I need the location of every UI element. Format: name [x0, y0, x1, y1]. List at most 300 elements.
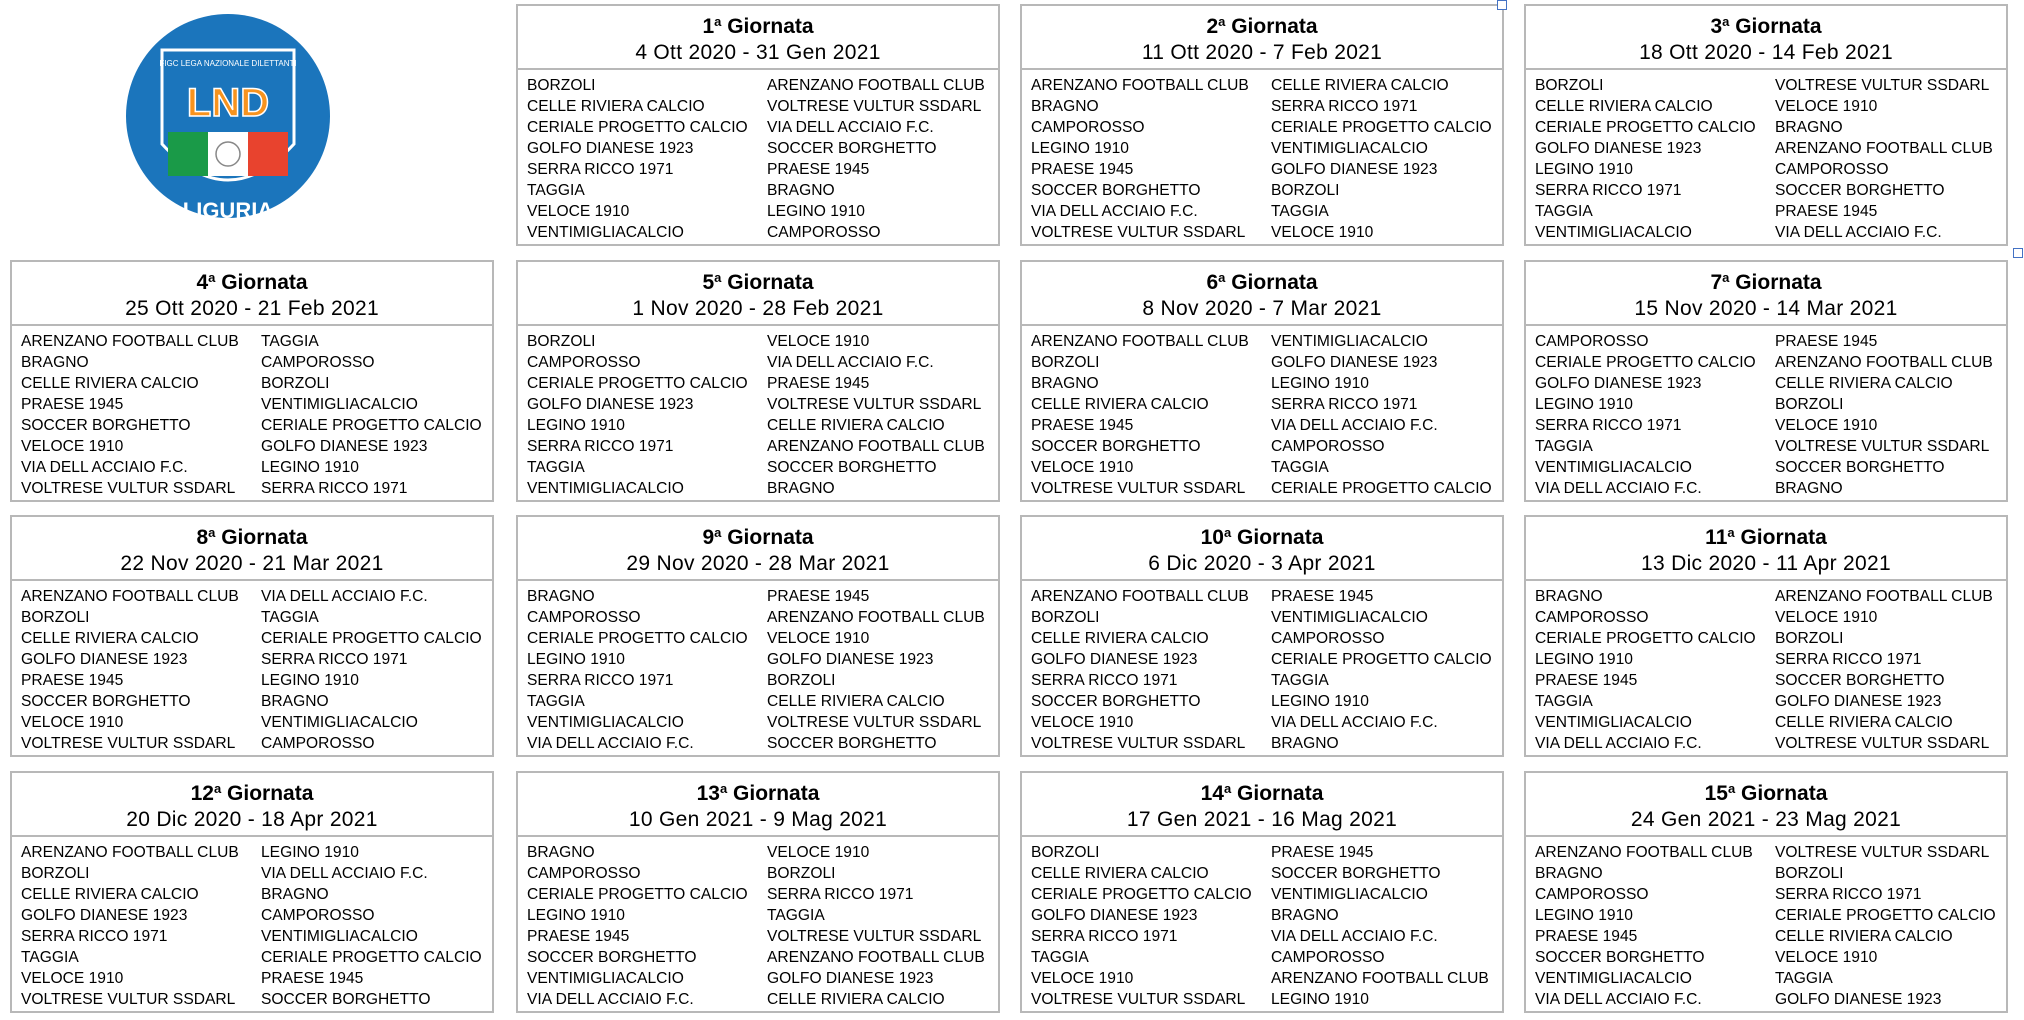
- giornata-dates: 24 Gen 2021 - 23 Mag 2021: [1630, 807, 1902, 831]
- home-team: SOCCER BORGHETTO: [527, 949, 697, 966]
- giornata-dates: 18 Ott 2020 - 14 Feb 2021: [1639, 40, 1893, 64]
- away-team: VIA DELL ACCIAIO F.C.: [1775, 224, 1942, 241]
- ordinal-suffix: a: [714, 269, 722, 285]
- home-team: CAMPOROSSO: [527, 609, 641, 626]
- home-team: BRAGNO: [1031, 98, 1099, 115]
- away-team: VOLTRESE VULTUR SSDARL: [1775, 844, 1990, 861]
- away-team: ARENZANO FOOTBALL CLUB: [767, 77, 985, 94]
- away-team: CELLE RIVIERA CALCIO: [1775, 714, 1953, 731]
- away-team: GOLFO DIANESE 1923: [1271, 354, 1438, 371]
- away-team: BRAGNO: [767, 182, 835, 199]
- ball-icon: [216, 142, 240, 166]
- away-team: PRAESE 1945: [767, 161, 870, 178]
- giornata-number: 7: [1710, 270, 1723, 294]
- home-team: SERRA RICCO 1971: [1031, 928, 1178, 945]
- giornata-label: Giornata: [727, 270, 814, 294]
- giornata-dates: 4 Ott 2020 - 31 Gen 2021: [635, 40, 881, 64]
- giornata-number: 4: [196, 270, 209, 294]
- home-team: BRAGNO: [1535, 588, 1603, 605]
- giornata-header: [1526, 773, 2006, 837]
- away-team: GOLFO DIANESE 1923: [1271, 161, 1438, 178]
- ordinal-suffix: a: [719, 780, 728, 796]
- ordinal-suffix: a: [1722, 13, 1730, 29]
- home-team: VIA DELL ACCIAIO F.C.: [1535, 735, 1702, 752]
- away-team: VOLTRESE VULTUR SSDARL: [767, 928, 982, 945]
- home-team: VOLTRESE VULTUR SSDARL: [1031, 480, 1246, 497]
- away-team: VOLTRESE VULTUR SSDARL: [1775, 735, 1990, 752]
- giornata-number: 8: [196, 525, 209, 549]
- away-team: VOLTRESE VULTUR SSDARL: [767, 98, 982, 115]
- giornata-number: 6: [1206, 270, 1219, 294]
- away-team: GOLFO DIANESE 1923: [767, 970, 934, 987]
- away-team: VOLTRESE VULTUR SSDARL: [767, 714, 982, 731]
- away-team: ARENZANO FOOTBALL CLUB: [1271, 970, 1489, 987]
- giornata-dates: 22 Nov 2020 - 21 Mar 2021: [120, 551, 384, 575]
- home-team: BORZOLI: [527, 333, 596, 350]
- giornata-label: Giornata: [1741, 781, 1828, 805]
- away-team: CAMPOROSSO: [1271, 949, 1385, 966]
- giornata-7: [1524, 260, 2008, 502]
- giornata-3: [1524, 4, 2008, 246]
- home-team: GOLFO DIANESE 1923: [527, 140, 694, 157]
- home-team: GOLFO DIANESE 1923: [21, 907, 188, 924]
- logo-top-text: FIGC LEGA NAZIONALE DILETTANTI: [159, 59, 297, 68]
- giornata-dates: 15 Nov 2020 - 14 Mar 2021: [1634, 296, 1898, 320]
- away-team: VIA DELL ACCIAIO F.C.: [261, 865, 428, 882]
- home-team: BORZOLI: [21, 609, 90, 626]
- away-team: VOLTRESE VULTUR SSDARL: [767, 396, 982, 413]
- home-team: CELLE RIVIERA CALCIO: [1031, 630, 1209, 647]
- giornata-1: [516, 4, 1000, 246]
- away-team: VELOCE 1910: [767, 630, 870, 647]
- away-team: CAMPOROSSO: [767, 224, 881, 241]
- home-team: BORZOLI: [1031, 609, 1100, 626]
- giornata-title: [1022, 776, 1502, 807]
- giornata-number: 3: [1710, 14, 1723, 38]
- away-team: PRAESE 1945: [1775, 203, 1878, 220]
- away-team: VELOCE 1910: [1775, 98, 1878, 115]
- away-team: SOCCER BORGHETTO: [1775, 459, 1945, 476]
- home-team: CERIALE PROGETTO CALCIO: [1535, 630, 1756, 647]
- away-team: VOLTRESE VULTUR SSDARL: [1775, 77, 1990, 94]
- home-team: CERIALE PROGETTO CALCIO: [527, 375, 748, 392]
- giornata-title: [1526, 776, 2006, 807]
- away-team: VENTIMIGLIACALCIO: [261, 714, 418, 731]
- home-team: VELOCE 1910: [1031, 970, 1134, 987]
- match-list: [518, 70, 998, 243]
- away-team: VELOCE 1910: [1775, 417, 1878, 434]
- away-team: CAMPOROSSO: [1271, 630, 1385, 647]
- away-team: LEGINO 1910: [261, 672, 359, 689]
- ordinal-suffix: a: [1727, 780, 1736, 796]
- giornata-label: Giornata: [227, 781, 314, 805]
- home-team: VELOCE 1910: [1031, 459, 1134, 476]
- giornata-label: Giornata: [727, 14, 814, 38]
- home-team: VOLTRESE VULTUR SSDARL: [1031, 224, 1246, 241]
- giornata-4: [10, 260, 494, 502]
- away-team: CAMPOROSSO: [261, 907, 375, 924]
- giornata-dates: 13 Dic 2020 - 11 Apr 2021: [1641, 551, 1891, 575]
- away-team: PRAESE 1945: [767, 375, 870, 392]
- home-team: GOLFO DIANESE 1923: [1535, 375, 1702, 392]
- home-team: SERRA RICCO 1971: [1535, 417, 1682, 434]
- home-team: VIA DELL ACCIAIO F.C.: [1535, 991, 1702, 1008]
- giornata-number: 13: [696, 781, 720, 805]
- home-team: CAMPOROSSO: [527, 354, 641, 371]
- giornata-label: Giornata: [1735, 270, 1822, 294]
- away-team: TAGGIA: [261, 609, 319, 626]
- home-team: CERIALE PROGETTO CALCIO: [527, 630, 748, 647]
- resize-handle[interactable]: [2013, 248, 2023, 258]
- giornata-label: Giornata: [1237, 781, 1324, 805]
- home-team: VENTIMIGLIACALCIO: [1535, 459, 1692, 476]
- giornata-dates: 8 Nov 2020 - 7 Mar 2021: [1142, 296, 1382, 320]
- ordinal-suffix: a: [208, 524, 216, 540]
- home-team: SERRA RICCO 1971: [527, 438, 674, 455]
- away-team: CERIALE PROGETTO CALCIO: [261, 417, 482, 434]
- away-team: BRAGNO: [1271, 735, 1339, 752]
- home-team: SERRA RICCO 1971: [527, 161, 674, 178]
- giornata-header: [12, 262, 492, 326]
- away-team: VIA DELL ACCIAIO F.C.: [261, 588, 428, 605]
- away-team: GOLFO DIANESE 1923: [1775, 693, 1942, 710]
- away-team: CAMPOROSSO: [261, 735, 375, 752]
- home-team: BORZOLI: [1031, 844, 1100, 861]
- ordinal-suffix: a: [1218, 13, 1226, 29]
- away-team: CAMPOROSSO: [1271, 438, 1385, 455]
- away-team: PRAESE 1945: [767, 588, 870, 605]
- home-team: BORZOLI: [1031, 354, 1100, 371]
- away-team: ARENZANO FOOTBALL CLUB: [1775, 140, 1993, 157]
- home-team: VENTIMIGLIACALCIO: [527, 224, 684, 241]
- giornata-title: [518, 265, 998, 296]
- giornata-label: Giornata: [1231, 270, 1318, 294]
- giornata-title: [1022, 520, 1502, 551]
- ordinal-suffix: a: [1218, 269, 1226, 285]
- home-team: BORZOLI: [1535, 77, 1604, 94]
- home-team: SOCCER BORGHETTO: [1031, 693, 1201, 710]
- giornata-header: [518, 262, 998, 326]
- home-team: VELOCE 1910: [21, 714, 124, 731]
- away-team: BRAGNO: [261, 886, 329, 903]
- away-team: BORZOLI: [767, 865, 836, 882]
- home-team: CAMPOROSSO: [1031, 119, 1145, 136]
- away-team: LEGINO 1910: [261, 459, 359, 476]
- away-team: SOCCER BORGHETTO: [767, 459, 937, 476]
- home-team: CELLE RIVIERA CALCIO: [1031, 396, 1209, 413]
- giornata-title: [1022, 9, 1502, 40]
- away-team: VIA DELL ACCIAIO F.C.: [767, 354, 934, 371]
- home-team: CELLE RIVIERA CALCIO: [21, 886, 199, 903]
- giornata-12: [10, 771, 494, 1013]
- giornata-header: [1022, 6, 1502, 70]
- away-team: PRAESE 1945: [1271, 844, 1374, 861]
- home-team: PRAESE 1945: [1535, 672, 1638, 689]
- away-team: SOCCER BORGHETTO: [1775, 182, 1945, 199]
- home-team: TAGGIA: [527, 182, 585, 199]
- giornata-label: Giornata: [1231, 14, 1318, 38]
- home-team: VOLTRESE VULTUR SSDARL: [21, 480, 236, 497]
- away-team: VIA DELL ACCIAIO F.C.: [767, 119, 934, 136]
- home-team: VENTIMIGLIACALCIO: [1535, 970, 1692, 987]
- away-team: BRAGNO: [1271, 907, 1339, 924]
- home-team: CERIALE PROGETTO CALCIO: [527, 886, 748, 903]
- match-list: [1526, 581, 2006, 754]
- logo-acronym: LND: [186, 81, 270, 125]
- ordinal-suffix: a: [1223, 780, 1232, 796]
- home-team: TAGGIA: [21, 949, 79, 966]
- away-team: TAGGIA: [1271, 459, 1329, 476]
- giornata-8: [10, 515, 494, 757]
- home-team: CAMPOROSSO: [1535, 333, 1649, 350]
- home-team: VOLTRESE VULTUR SSDARL: [21, 991, 236, 1008]
- home-team: ARENZANO FOOTBALL CLUB: [1535, 844, 1753, 861]
- logo-region: LIGURIA: [182, 198, 274, 223]
- home-team: VIA DELL ACCIAIO F.C.: [21, 459, 188, 476]
- home-team: GOLFO DIANESE 1923: [1031, 907, 1198, 924]
- home-team: GOLFO DIANESE 1923: [21, 651, 188, 668]
- match-list: [1022, 326, 1502, 499]
- ordinal-suffix: a: [208, 269, 216, 285]
- away-team: BRAGNO: [1775, 480, 1843, 497]
- home-team: LEGINO 1910: [1535, 161, 1633, 178]
- giornata-label: Giornata: [1735, 14, 1822, 38]
- home-team: CERIALE PROGETTO CALCIO: [1535, 119, 1756, 136]
- giornata-header: [1526, 517, 2006, 581]
- giornata-number: 10: [1200, 525, 1224, 549]
- giornata-title: [518, 776, 998, 807]
- giornata-label: Giornata: [727, 525, 814, 549]
- away-team: CERIALE PROGETTO CALCIO: [1271, 651, 1492, 668]
- giornata-title: [12, 776, 492, 807]
- home-team: SERRA RICCO 1971: [1535, 182, 1682, 199]
- giornata-title: [518, 9, 998, 40]
- giornata-number: 15: [1704, 781, 1728, 805]
- away-team: PRAESE 1945: [1775, 333, 1878, 350]
- away-team: CELLE RIVIERA CALCIO: [1775, 928, 1953, 945]
- giornata-dates: 17 Gen 2021 - 16 Mag 2021: [1126, 807, 1398, 831]
- giornata-dates: 10 Gen 2021 - 9 Mag 2021: [628, 807, 888, 831]
- home-team: CELLE RIVIERA CALCIO: [21, 375, 199, 392]
- away-team: GOLFO DIANESE 1923: [1775, 991, 1942, 1008]
- home-team: VOLTRESE VULTUR SSDARL: [1031, 735, 1246, 752]
- home-team: PRAESE 1945: [1031, 161, 1134, 178]
- match-list: [12, 581, 492, 754]
- giornata-dates: 29 Nov 2020 - 28 Mar 2021: [626, 551, 890, 575]
- giornata-title: [1526, 9, 2006, 40]
- home-team: PRAESE 1945: [21, 396, 124, 413]
- home-team: LEGINO 1910: [527, 417, 625, 434]
- away-team: BORZOLI: [1775, 396, 1844, 413]
- away-team: VIA DELL ACCIAIO F.C.: [1271, 417, 1438, 434]
- away-team: BORZOLI: [1775, 865, 1844, 882]
- away-team: CERIALE PROGETTO CALCIO: [1775, 907, 1996, 924]
- ordinal-suffix: a: [1727, 524, 1735, 540]
- away-team: CERIALE PROGETTO CALCIO: [1271, 119, 1492, 136]
- away-team: SOCCER BORGHETTO: [767, 140, 937, 157]
- home-team: CAMPOROSSO: [1535, 609, 1649, 626]
- away-team: VENTIMIGLIACALCIO: [261, 396, 418, 413]
- away-team: TAGGIA: [1271, 203, 1329, 220]
- home-team: VOLTRESE VULTUR SSDARL: [21, 735, 236, 752]
- resize-handle[interactable]: [1497, 0, 1507, 10]
- giornata-label: Giornata: [1740, 525, 1827, 549]
- away-team: CERIALE PROGETTO CALCIO: [261, 630, 482, 647]
- away-team: SERRA RICCO 1971: [1775, 651, 1922, 668]
- home-team: PRAESE 1945: [21, 672, 124, 689]
- giornata-header: [1526, 6, 2006, 70]
- match-list: [1526, 70, 2006, 243]
- home-team: CELLE RIVIERA CALCIO: [1535, 98, 1713, 115]
- away-team: CAMPOROSSO: [1775, 161, 1889, 178]
- giornata-label: Giornata: [1237, 525, 1324, 549]
- home-team: ARENZANO FOOTBALL CLUB: [21, 844, 239, 861]
- match-list: [1526, 837, 2006, 1010]
- giornata-header: [1022, 262, 1502, 326]
- away-team: CAMPOROSSO: [261, 354, 375, 371]
- home-team: GOLFO DIANESE 1923: [1535, 140, 1702, 157]
- away-team: SERRA RICCO 1971: [261, 480, 408, 497]
- away-team: CERIALE PROGETTO CALCIO: [261, 949, 482, 966]
- home-team: VIA DELL ACCIAIO F.C.: [1535, 480, 1702, 497]
- ordinal-suffix: a: [714, 524, 722, 540]
- away-team: CELLE RIVIERA CALCIO: [767, 991, 945, 1008]
- home-team: VELOCE 1910: [21, 970, 124, 987]
- home-team: VENTIMIGLIACALCIO: [1535, 224, 1692, 241]
- away-team: LEGINO 1910: [1271, 693, 1369, 710]
- home-team: VIA DELL ACCIAIO F.C.: [527, 735, 694, 752]
- giornata-label: Giornata: [221, 525, 308, 549]
- away-team: TAGGIA: [767, 907, 825, 924]
- away-team: BORZOLI: [1775, 630, 1844, 647]
- away-team: ARENZANO FOOTBALL CLUB: [767, 438, 985, 455]
- home-team: VOLTRESE VULTUR SSDARL: [1031, 991, 1246, 1008]
- away-team: CELLE RIVIERA CALCIO: [1271, 77, 1449, 94]
- away-team: PRAESE 1945: [1271, 588, 1374, 605]
- giornata-header: [1526, 262, 2006, 326]
- home-team: BRAGNO: [527, 588, 595, 605]
- giornata-number: 12: [190, 781, 214, 805]
- giornata-header: [518, 773, 998, 837]
- home-team: BRAGNO: [1535, 865, 1603, 882]
- giornata-number: 9: [702, 525, 715, 549]
- giornata-number: 2: [1206, 14, 1219, 38]
- home-team: GOLFO DIANESE 1923: [527, 396, 694, 413]
- home-team: CELLE RIVIERA CALCIO: [527, 98, 705, 115]
- away-team: VIA DELL ACCIAIO F.C.: [1271, 714, 1438, 731]
- home-team: VENTIMIGLIACALCIO: [1535, 714, 1692, 731]
- away-team: BRAGNO: [767, 480, 835, 497]
- giornata-11: [1524, 515, 2008, 757]
- giornata-header: [1022, 773, 1502, 837]
- giornata-title: [518, 520, 998, 551]
- home-team: SERRA RICCO 1971: [1031, 672, 1178, 689]
- home-team: PRAESE 1945: [527, 928, 630, 945]
- away-team: SOCCER BORGHETTO: [767, 735, 937, 752]
- home-team: LEGINO 1910: [1535, 396, 1633, 413]
- ordinal-suffix: a: [1722, 269, 1730, 285]
- home-team: VIA DELL ACCIAIO F.C.: [1031, 203, 1198, 220]
- home-team: BORZOLI: [21, 865, 90, 882]
- giornata-dates: 20 Dic 2020 - 18 Apr 2021: [126, 807, 378, 831]
- home-team: CELLE RIVIERA CALCIO: [1031, 865, 1209, 882]
- giornata-number: 11: [1705, 525, 1728, 549]
- home-team: BRAGNO: [527, 844, 595, 861]
- match-list: [12, 837, 492, 1010]
- away-team: VELOCE 1910: [1271, 224, 1374, 241]
- match-list: [518, 326, 998, 499]
- ordinal-suffix: a: [1223, 524, 1232, 540]
- home-team: SERRA RICCO 1971: [21, 928, 168, 945]
- home-team: TAGGIA: [527, 459, 585, 476]
- away-team: VOLTRESE VULTUR SSDARL: [1775, 438, 1990, 455]
- away-team: SOCCER BORGHETTO: [1775, 672, 1945, 689]
- home-team: SOCCER BORGHETTO: [1535, 949, 1705, 966]
- away-team: VENTIMIGLIACALCIO: [1271, 333, 1428, 350]
- giornata-10: [1020, 515, 1504, 757]
- away-team: VELOCE 1910: [767, 333, 870, 350]
- away-team: VENTIMIGLIACALCIO: [1271, 609, 1428, 626]
- giornata-title: [1022, 265, 1502, 296]
- home-team: PRAESE 1945: [1031, 417, 1134, 434]
- giornata-6: [1020, 260, 1504, 502]
- home-team: TAGGIA: [1535, 438, 1593, 455]
- away-team: CELLE RIVIERA CALCIO: [1775, 375, 1953, 392]
- home-team: LEGINO 1910: [1031, 140, 1129, 157]
- away-team: BORZOLI: [261, 375, 330, 392]
- away-team: VIA DELL ACCIAIO F.C.: [1271, 928, 1438, 945]
- home-team: CAMPOROSSO: [527, 865, 641, 882]
- home-team: CAMPOROSSO: [1535, 886, 1649, 903]
- giornata-header: [518, 517, 998, 581]
- away-team: CELLE RIVIERA CALCIO: [767, 417, 945, 434]
- home-team: CERIALE PROGETTO CALCIO: [1031, 886, 1252, 903]
- giornata-label: Giornata: [733, 781, 820, 805]
- away-team: CERIALE PROGETTO CALCIO: [1271, 480, 1492, 497]
- home-team: TAGGIA: [1535, 203, 1593, 220]
- away-team: TAGGIA: [1775, 970, 1833, 987]
- away-team: VELOCE 1910: [1775, 609, 1878, 626]
- match-list: [1022, 581, 1502, 754]
- giornata-dates: 11 Ott 2020 - 7 Feb 2021: [1141, 40, 1383, 64]
- giornata-header: [12, 517, 492, 581]
- giornata-dates: 25 Ott 2020 - 21 Feb 2021: [125, 296, 379, 320]
- ordinal-suffix: a: [714, 13, 722, 29]
- home-team: LEGINO 1910: [1535, 907, 1633, 924]
- home-team: CERIALE PROGETTO CALCIO: [527, 119, 748, 136]
- home-team: VENTIMIGLIACALCIO: [527, 480, 684, 497]
- home-team: SERRA RICCO 1971: [527, 672, 674, 689]
- away-team: SERRA RICCO 1971: [261, 651, 408, 668]
- lnd-liguria-logo: [124, 4, 332, 240]
- home-team: SOCCER BORGHETTO: [21, 417, 191, 434]
- away-team: VENTIMIGLIACALCIO: [1271, 886, 1428, 903]
- away-team: TAGGIA: [261, 333, 319, 350]
- giornata-title: [12, 520, 492, 551]
- home-team: ARENZANO FOOTBALL CLUB: [1031, 588, 1249, 605]
- home-team: SOCCER BORGHETTO: [1031, 438, 1201, 455]
- home-team: LEGINO 1910: [527, 907, 625, 924]
- away-team: SERRA RICCO 1971: [767, 886, 914, 903]
- home-team: TAGGIA: [1031, 949, 1089, 966]
- away-team: SERRA RICCO 1971: [1775, 886, 1922, 903]
- giornata-9: [516, 515, 1000, 757]
- home-team: VELOCE 1910: [21, 438, 124, 455]
- giornata-5: [516, 260, 1000, 502]
- home-team: GOLFO DIANESE 1923: [1031, 651, 1198, 668]
- home-team: PRAESE 1945: [1535, 928, 1638, 945]
- giornata-dates: 1 Nov 2020 - 28 Feb 2021: [632, 296, 884, 320]
